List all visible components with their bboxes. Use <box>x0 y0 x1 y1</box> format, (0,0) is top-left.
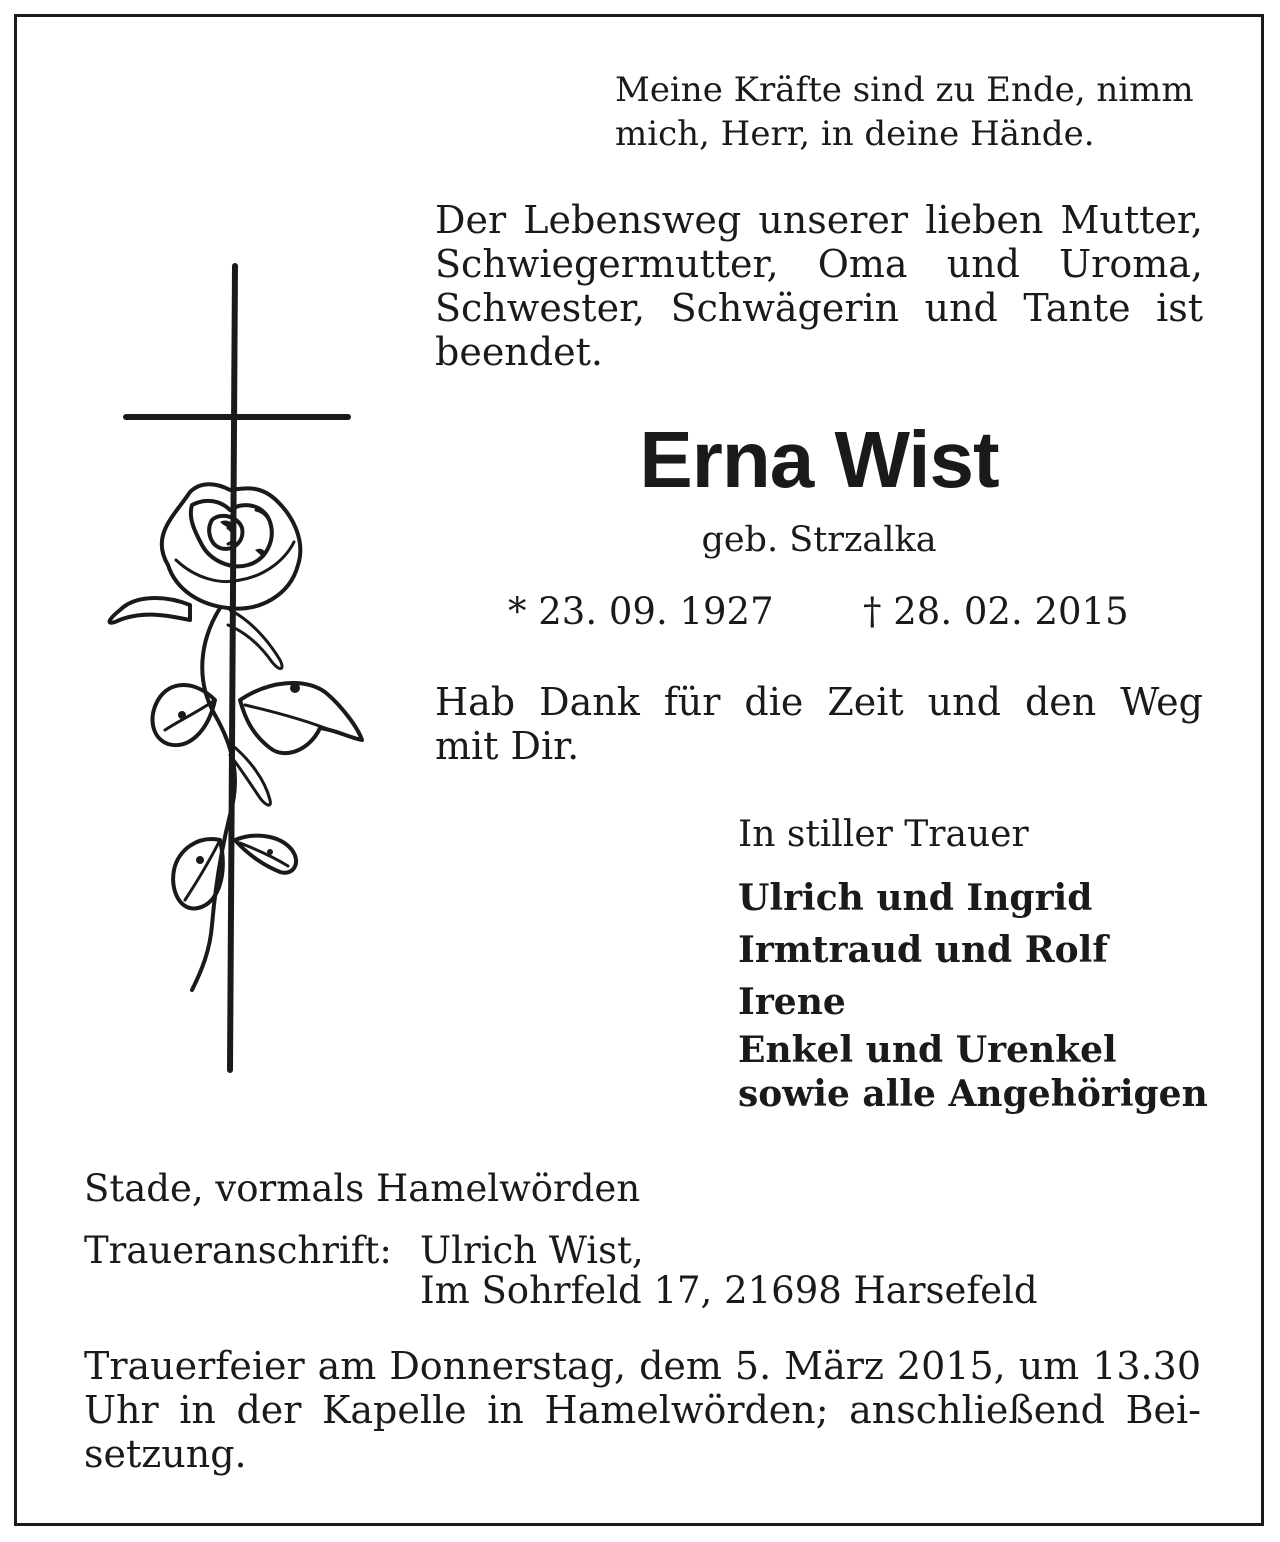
address-label: Traueranschrift: <box>84 1229 392 1272</box>
funeral-service-text <box>84 1344 1201 1476</box>
mourner-name: Ulrich und Ingrid <box>738 877 1093 919</box>
service-line: Trauerfeier am Donnerstag, dem 5. März 2015, um 13.30 <box>84 1344 1201 1388</box>
mourner-name: sowie alle Angehörigen <box>738 1073 1208 1115</box>
mourner-name: Irene <box>738 981 846 1023</box>
cross-with-rose-icon <box>80 260 370 1080</box>
intro-line: Der Lebensweg unserer lieben Mutter, <box>435 198 1203 242</box>
motto-line: mich, Herr, in deine Hände. <box>615 114 1095 154</box>
motto-verse <box>615 68 1215 156</box>
service-line: setzung. <box>84 1432 247 1476</box>
thanks-line: Hab Dank für die Zeit und den Weg <box>435 680 1203 724</box>
mourner-name: Enkel und Urenkel <box>738 1029 1117 1071</box>
address-name: Ulrich Wist, <box>420 1229 644 1272</box>
birth-date: * 23. 09. 1927 <box>508 590 774 633</box>
intro-line: Schwester, Schwägerin und Tante ist <box>435 286 1203 330</box>
place-line: Stade, vormals Hamelwörden <box>84 1167 641 1210</box>
maiden-name: geb. Strzalka <box>701 520 937 560</box>
service-line: Uhr in der Kapelle in Hamelwörden; anschließend Bei- <box>84 1388 1201 1432</box>
death-date: † 28. 02. 2015 <box>863 590 1129 633</box>
address-street: Im Sohrfeld 17, 21698 Harsefeld <box>420 1269 1038 1312</box>
thanks-text <box>435 680 1203 768</box>
thanks-line: mit Dir. <box>435 724 580 768</box>
mourner-name: Irmtraud und Rolf <box>738 929 1108 971</box>
intro-line: beendet. <box>435 330 603 374</box>
intro-line: Schwiegermutter, Oma und Uroma, <box>435 242 1203 286</box>
mourners-list <box>738 872 1208 1116</box>
deceased-name: Erna Wist <box>639 415 999 504</box>
motto-line: Meine Kräfte sind zu Ende, nimm <box>615 70 1194 110</box>
mourning-heading: In stiller Trauer <box>738 814 1029 855</box>
intro-text <box>435 198 1203 374</box>
